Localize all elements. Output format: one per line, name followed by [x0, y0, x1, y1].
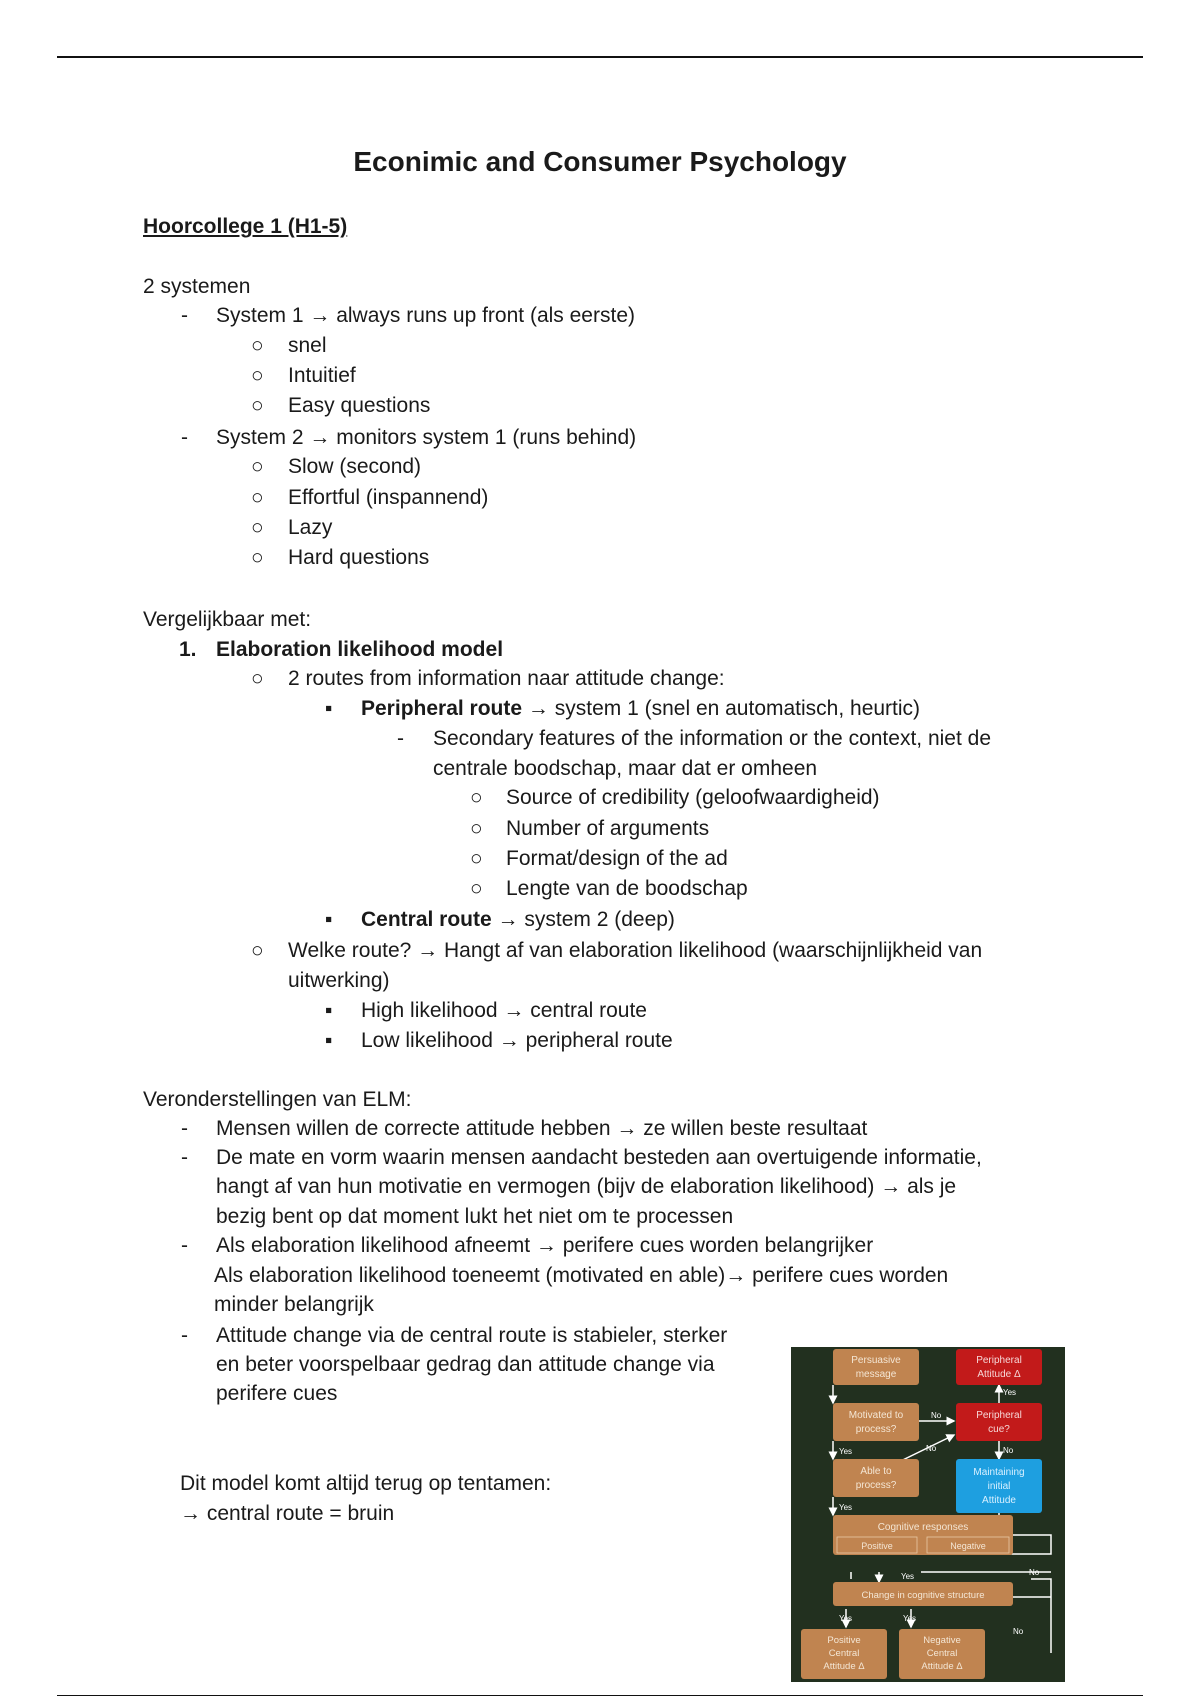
pos-central-label-3: Attitude Δ [823, 1661, 865, 1672]
list-item: Lengte van de boodschap [506, 877, 748, 900]
no-label: No [1003, 1446, 1014, 1455]
which-route-line-1: Welke route? → Hangt af van elaboration likelihood (waarschijnlijkheid van [288, 939, 983, 962]
assumption-2-line-3: bezig bent op dat moment lukt het niet om te processen [216, 1205, 734, 1228]
elm-heading: Elaboration likelihood model [216, 638, 504, 661]
pos-central-label-1: Positive [827, 1635, 861, 1646]
no-label: No [926, 1444, 937, 1453]
dash-bullet: - [181, 1324, 188, 1347]
assumption-3-line-2: Als elaboration likelihood toeneemt (motivated en able)→ perifere cues worden [214, 1264, 949, 1287]
systems-heading: 2 systemen [143, 275, 251, 298]
low-likelihood-item: Low likelihood → peripheral route [361, 1029, 673, 1052]
circle-bullet-icon: ○ [251, 546, 264, 569]
top-rule [57, 56, 1143, 58]
circle-bullet-icon: ○ [470, 877, 483, 900]
cognitive-label: Cognitive responses [877, 1522, 969, 1533]
list-item: Lazy [288, 516, 333, 539]
dash-bullet: - [181, 304, 188, 327]
no-label: No [1013, 1627, 1024, 1636]
square-bullet-icon: ▪ [325, 908, 333, 931]
bottom-rule [57, 1695, 1143, 1696]
neg-central-label-3: Attitude Δ [921, 1661, 963, 1672]
motivated-box [833, 1403, 919, 1441]
circle-bullet-icon: ○ [251, 939, 264, 962]
peripheral-att-label-1: Peripheral [976, 1355, 1022, 1366]
peripheral-cue-box [956, 1403, 1042, 1441]
maintaining-label-1: Maintaining [973, 1467, 1025, 1478]
circle-bullet-icon: ○ [470, 786, 483, 809]
list-item: Number of arguments [506, 817, 710, 840]
assumption-2-line-2: hangt af van hun motivatie en vermogen (bijv de elaboration likelihood) → als je [216, 1175, 957, 1198]
dash-bullet: - [397, 727, 404, 750]
dash-bullet: - [181, 1146, 188, 1169]
compare-heading: Vergelijkbaar met: [143, 608, 312, 631]
able-box [833, 1459, 919, 1497]
assumptions-heading: Veronderstellingen van ELM: [143, 1088, 412, 1111]
positive-label: Positive [861, 1541, 893, 1551]
list-item: Easy questions [288, 394, 431, 417]
circle-bullet-icon: ○ [251, 516, 264, 539]
assumption-4-line-3: perifere cues [216, 1382, 338, 1405]
circle-bullet-icon: ○ [470, 817, 483, 840]
exam-note-line-2: → central route = bruin [180, 1502, 395, 1525]
able-label-2: process? [855, 1480, 897, 1491]
central-route-label: Central route [361, 908, 492, 931]
dash-bullet: - [181, 426, 188, 449]
yes-label: Yes [839, 1614, 853, 1623]
peripheral-route-item [361, 695, 920, 723]
pos-central-label-2: Central [828, 1648, 860, 1659]
list-item: Format/design of the ad [506, 847, 728, 870]
central-route-desc: → system 2 (deep) [491, 908, 675, 931]
secondary-line-2: centrale boodschap, maar dat er omheen [433, 757, 818, 780]
list-item: Hard questions [288, 546, 430, 569]
circle-bullet-icon: ○ [470, 847, 483, 870]
circle-bullet-icon: ○ [251, 334, 264, 357]
circle-bullet-icon: ○ [251, 667, 264, 690]
circle-bullet-icon: ○ [251, 394, 264, 417]
dash-bullet: - [181, 1234, 188, 1257]
list-item: Source of credibility (geloofwaardigheid) [506, 786, 880, 809]
list-item: Intuitief [288, 364, 356, 387]
routes-item: 2 routes from information naar attitude change: [288, 667, 725, 690]
no-label: No [1029, 1568, 1040, 1577]
circle-bullet-icon: ○ [251, 364, 264, 387]
assumption-4-line-1: Attitude change via de central route is stabieler, sterker [216, 1324, 728, 1347]
page-title: Econimic and Consumer Psychology [353, 146, 847, 177]
neg-central-label-1: Negative [923, 1635, 961, 1646]
assumption-3-line-3: minder belangrijk [214, 1293, 374, 1316]
change-label: Change in cognitive structure [861, 1590, 985, 1601]
maintaining-label-2: initial [987, 1481, 1011, 1492]
circle-bullet-icon: ○ [251, 486, 264, 509]
secondary-line-1: Secondary features of the information or the context, niet de [433, 727, 991, 750]
central-route-item [361, 906, 675, 934]
motivated-label-1: Motivated to [848, 1410, 904, 1421]
no-label: No [931, 1411, 942, 1420]
peripheral-route-desc: → system 1 (snel en automatisch, heurtic) [522, 697, 921, 720]
neg-central-label-2: Central [926, 1648, 958, 1659]
yes-label: Yes [903, 1614, 917, 1623]
peripheral-cue-label-1: Peripheral [976, 1410, 1022, 1421]
negative-label: Negative [950, 1541, 986, 1551]
assumption-4-line-2: en beter voorspelbaar gedrag dan attitude change via [216, 1353, 715, 1376]
list-item: Effortful (inspannend) [288, 486, 489, 509]
peripheral-route-label: Peripheral route [361, 697, 523, 720]
motivated-label-2: process? [855, 1424, 897, 1435]
which-route-line-2: uitwerking) [288, 969, 390, 992]
system1-item: System 1 → always runs up front (als eerste) [216, 304, 635, 327]
able-label-1: Able to [860, 1466, 892, 1477]
lecture-heading: Hoorcollege 1 (H1-5) [143, 215, 348, 238]
maintaining-label-3: Attitude [982, 1495, 1016, 1506]
persuasive-label-2: message [855, 1369, 897, 1380]
peripheral-cue-label-2: cue? [988, 1424, 1010, 1435]
system2-item: System 2 → monitors system 1 (runs behind) [216, 426, 637, 449]
list-item: Slow (second) [288, 455, 422, 478]
list-item: snel [288, 334, 327, 357]
elm-diagram [791, 1347, 1065, 1682]
exam-note-line-1: Dit model komt altijd terug op tentamen: [180, 1472, 552, 1495]
circle-bullet-icon: ○ [251, 455, 264, 478]
assumption-2-line-1: De mate en vorm waarin mensen aandacht besteden aan overtuigende informatie, [216, 1146, 982, 1169]
square-bullet-icon: ▪ [325, 1029, 333, 1052]
assumption-1: Mensen willen de correcte attitude hebben → ze willen beste resultaat [216, 1117, 868, 1140]
list-number: 1. [179, 638, 197, 661]
peripheral-att-label-2: Attitude Δ [977, 1369, 1021, 1380]
assumption-3-line-1: Als elaboration likelihood afneemt → perifere cues worden belangrijker [216, 1234, 874, 1257]
square-bullet-icon: ▪ [325, 999, 333, 1022]
persuasive-label-1: Persuasive [851, 1355, 901, 1366]
square-bullet-icon: ▪ [325, 697, 333, 720]
yes-label: Yes [901, 1572, 915, 1581]
high-likelihood-item: High likelihood → central route [361, 999, 647, 1022]
yes-label: Yes [1003, 1388, 1017, 1397]
dash-bullet: - [181, 1117, 188, 1140]
yes-label: Yes [839, 1503, 853, 1512]
yes-label: Yes [839, 1447, 853, 1456]
